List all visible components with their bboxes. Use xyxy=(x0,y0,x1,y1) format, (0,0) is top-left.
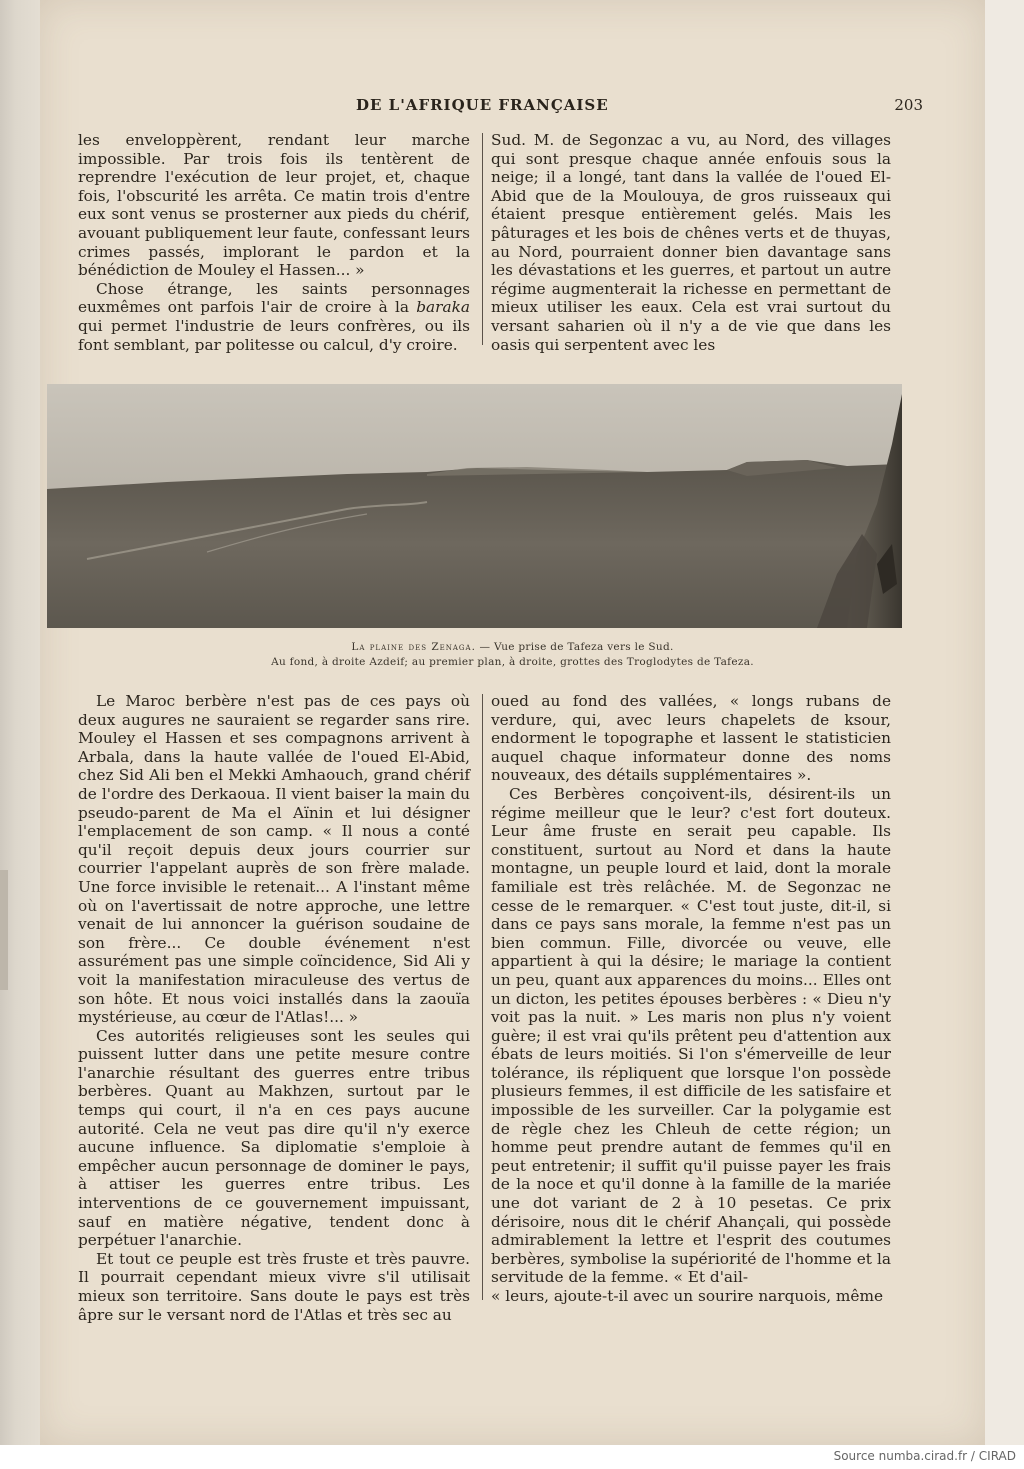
running-title: DE L'AFRIQUE FRANÇAISE xyxy=(356,96,609,114)
italic-term: baraka xyxy=(416,298,470,317)
document-page xyxy=(40,0,985,1445)
source-credit: Source numba.cirad.fr / CIRAD xyxy=(833,1449,1016,1463)
paragraph: oued au fond des vallées, « longs rubans de verdure, qui, avec leurs chapelets de ksour, endorment le topographe et lassent le statisticien auquel chaque informateur donne des noms nouveaux, des détails supplémentaires ». xyxy=(491,692,891,785)
page-number: 203 xyxy=(894,96,923,114)
paragraph: Sud. M. de Segonzac a vu, au Nord, des villages qui sont presque chaque année enfouis sous la neige; il a longé, tant dans la vallée de l'oued El-Abid que de la Moulouya, de gros ruisseaux qui étaient presque entièrement gelés. Mais les pâturages et les bois de chênes verts et de thuyas, au Nord, pourraient donner bien davantage sans les dévastations et les guerres, et partout un autre régime augmenterait la richesse en permettant de mieux utiliser les eaux. Cela est vrai surtout du versant saharien où il n'y a de vie que dans les oasis qui serpentent avec les xyxy=(491,131,891,354)
binding-edge xyxy=(0,870,8,990)
column-bottom-left xyxy=(78,692,470,1324)
caption-title: La plaine des Zenaga. xyxy=(351,641,476,653)
source-footer xyxy=(0,1445,1024,1469)
column-top-right xyxy=(491,131,891,354)
paragraph: les enveloppèrent, rendant leur marche impossible. Par trois fois ils tentèrent de reprendre l'exécution de leur projet, et, chaque fois, l'obscurité les arrêta. Ce matin trois d'entre eux sont venus se prosterner aux pieds du chérif, avouant publiquement leur faute, confessant leurs crimes passés, implorant le pardon et la bénédiction de Mouley el Hassen... » xyxy=(78,131,470,280)
plain xyxy=(47,460,902,628)
figure-caption xyxy=(40,640,985,670)
landscape-photo xyxy=(47,384,902,628)
column-bottom-right xyxy=(491,692,891,1306)
paragraph: Ces Berbères conçoivent-ils, désirent-ils un régime meilleur que le leur? c'est fort douteux. Leur âme fruste en serait peu capable. Ils constituent, surtout au Nord et dans la haute montagne, un peuple lourd et laid, dont la morale familiale est très relâchée. M. de Segonzac ne cesse de le remarquer. « C'est tout juste, dit-il, si dans ce pays sans morale, la femme n'est pas un bien commun. Fille, divorcée ou veuve, elle appartient à qui la désire; le mariage la contient un peu, quant aux apparences du moins... Elles ont un dicton, les petites épouses berbères : « Dieu n'y voit pas la nuit. » Les maris non plus n'y voient guère; il est vrai qu'ils prêtent peu d'attention aux ébats de leurs moitiés. Si l'on s'émerveille de leur tolérance, ils répliquent que lorsque l'on possède plusieurs femmes, il est difficile de les satisfaire et impossible de les surveiller. Car la polygamie est de règle chez les Chleuh de cette région; un homme peut prendre autant de femmes qu'il en peut entretenir; il suffit qu'il puisse payer les frais de la noce et qu'il donne à la famille de la mariée une dot variant de 2 à 10 pesetas. Ce prix dérisoire, nous dit le chérif Ahançali, qui possède admirablement la lettre et l'esprit des coutumes berbères, symbolise la supériorité de l'homme et la servitude de la femme. « Et d'ail- xyxy=(491,784,891,1287)
caption-line-1 xyxy=(40,640,985,655)
paragraph: « leurs, ajoute-t-il avec un sourire narquois, même xyxy=(491,1287,884,1305)
column-divider xyxy=(482,133,483,345)
text-run: Chose étrange, les saints personnages euxmêmes ont parfois l'air de croire à la xyxy=(78,279,470,317)
caption-subtitle: — Vue prise de Tafeza vers le Sud. xyxy=(475,641,674,653)
paragraph: Et tout ce peuple est très fruste et très pauvre. Il pourrait cependant mieux vivre s'il utilisait mieux son territoire. Sans doute le pays est très âpre sur le versant nord de l'Atlas et très sec au xyxy=(78,1249,470,1324)
column-top-left xyxy=(78,131,470,354)
photo-illustration xyxy=(47,384,902,628)
caption-line-2: Au fond, à droite Azdeif; au premier plan, à droite, grottes des Troglodytes de Tafeza. xyxy=(271,656,754,668)
text-run: qui permet l'industrie de leurs confrères, ou ils font semblant, par politesse ou calcul, d'y croire. xyxy=(78,316,470,354)
paragraph: Le Maroc berbère n'est pas de ces pays où deux augures ne sauraient se regarder sans rire. Mouley el Hassen et ses compagnons arrivent à Arbala, dans la haute vallée de l'oued El-Abid, chez Sid Ali ben el Mekki Amhaouch, grand chérif de l'ordre des Derkaoua. Il vient baiser la main du pseudo-parent de Ma el Aïnin et lui désigner l'emplacement de son camp. « Il nous a conté qu'il reçoit depuis deux jours courrier sur courrier l'appelant auprès de son frère malade. Une force invisible le retenait... A l'instant même où on l'avertissait de notre approche, une lettre venait de lui annoncer la guérison soudaine de son frère... Ce double événement n'est assurément pas une simple coïncidence, Sid Ali y voit la manifestation miraculeuse des vertus de son hôte. Et nous voici installés dans la zaouïa mystérieuse, au cœur de l'Atlas!... » xyxy=(78,692,470,1027)
page-header xyxy=(40,96,985,120)
paragraph xyxy=(78,280,470,354)
paragraph: Ces autorités religieuses sont les seules qui puissent lutter dans une petite mesure contre l'anarchie résultant des guerres entre tribus berbères. Quant au Makhzen, surtout par le temps qui court, il n'a en ces pays aucune autorité. Cela ne veut pas dire qu'il n'y exerce aucune influence. Sa diplomatie s'emploie à empêcher aucun personnage de dominer le pays, à attiser les guerres entre tribus. Les interventions de ce gouvernement impuissant, sauf en matière négative, tendent donc à perpétuer l'anarchie. xyxy=(78,1026,470,1250)
column-divider xyxy=(482,694,483,1300)
book-binding xyxy=(0,0,40,1445)
